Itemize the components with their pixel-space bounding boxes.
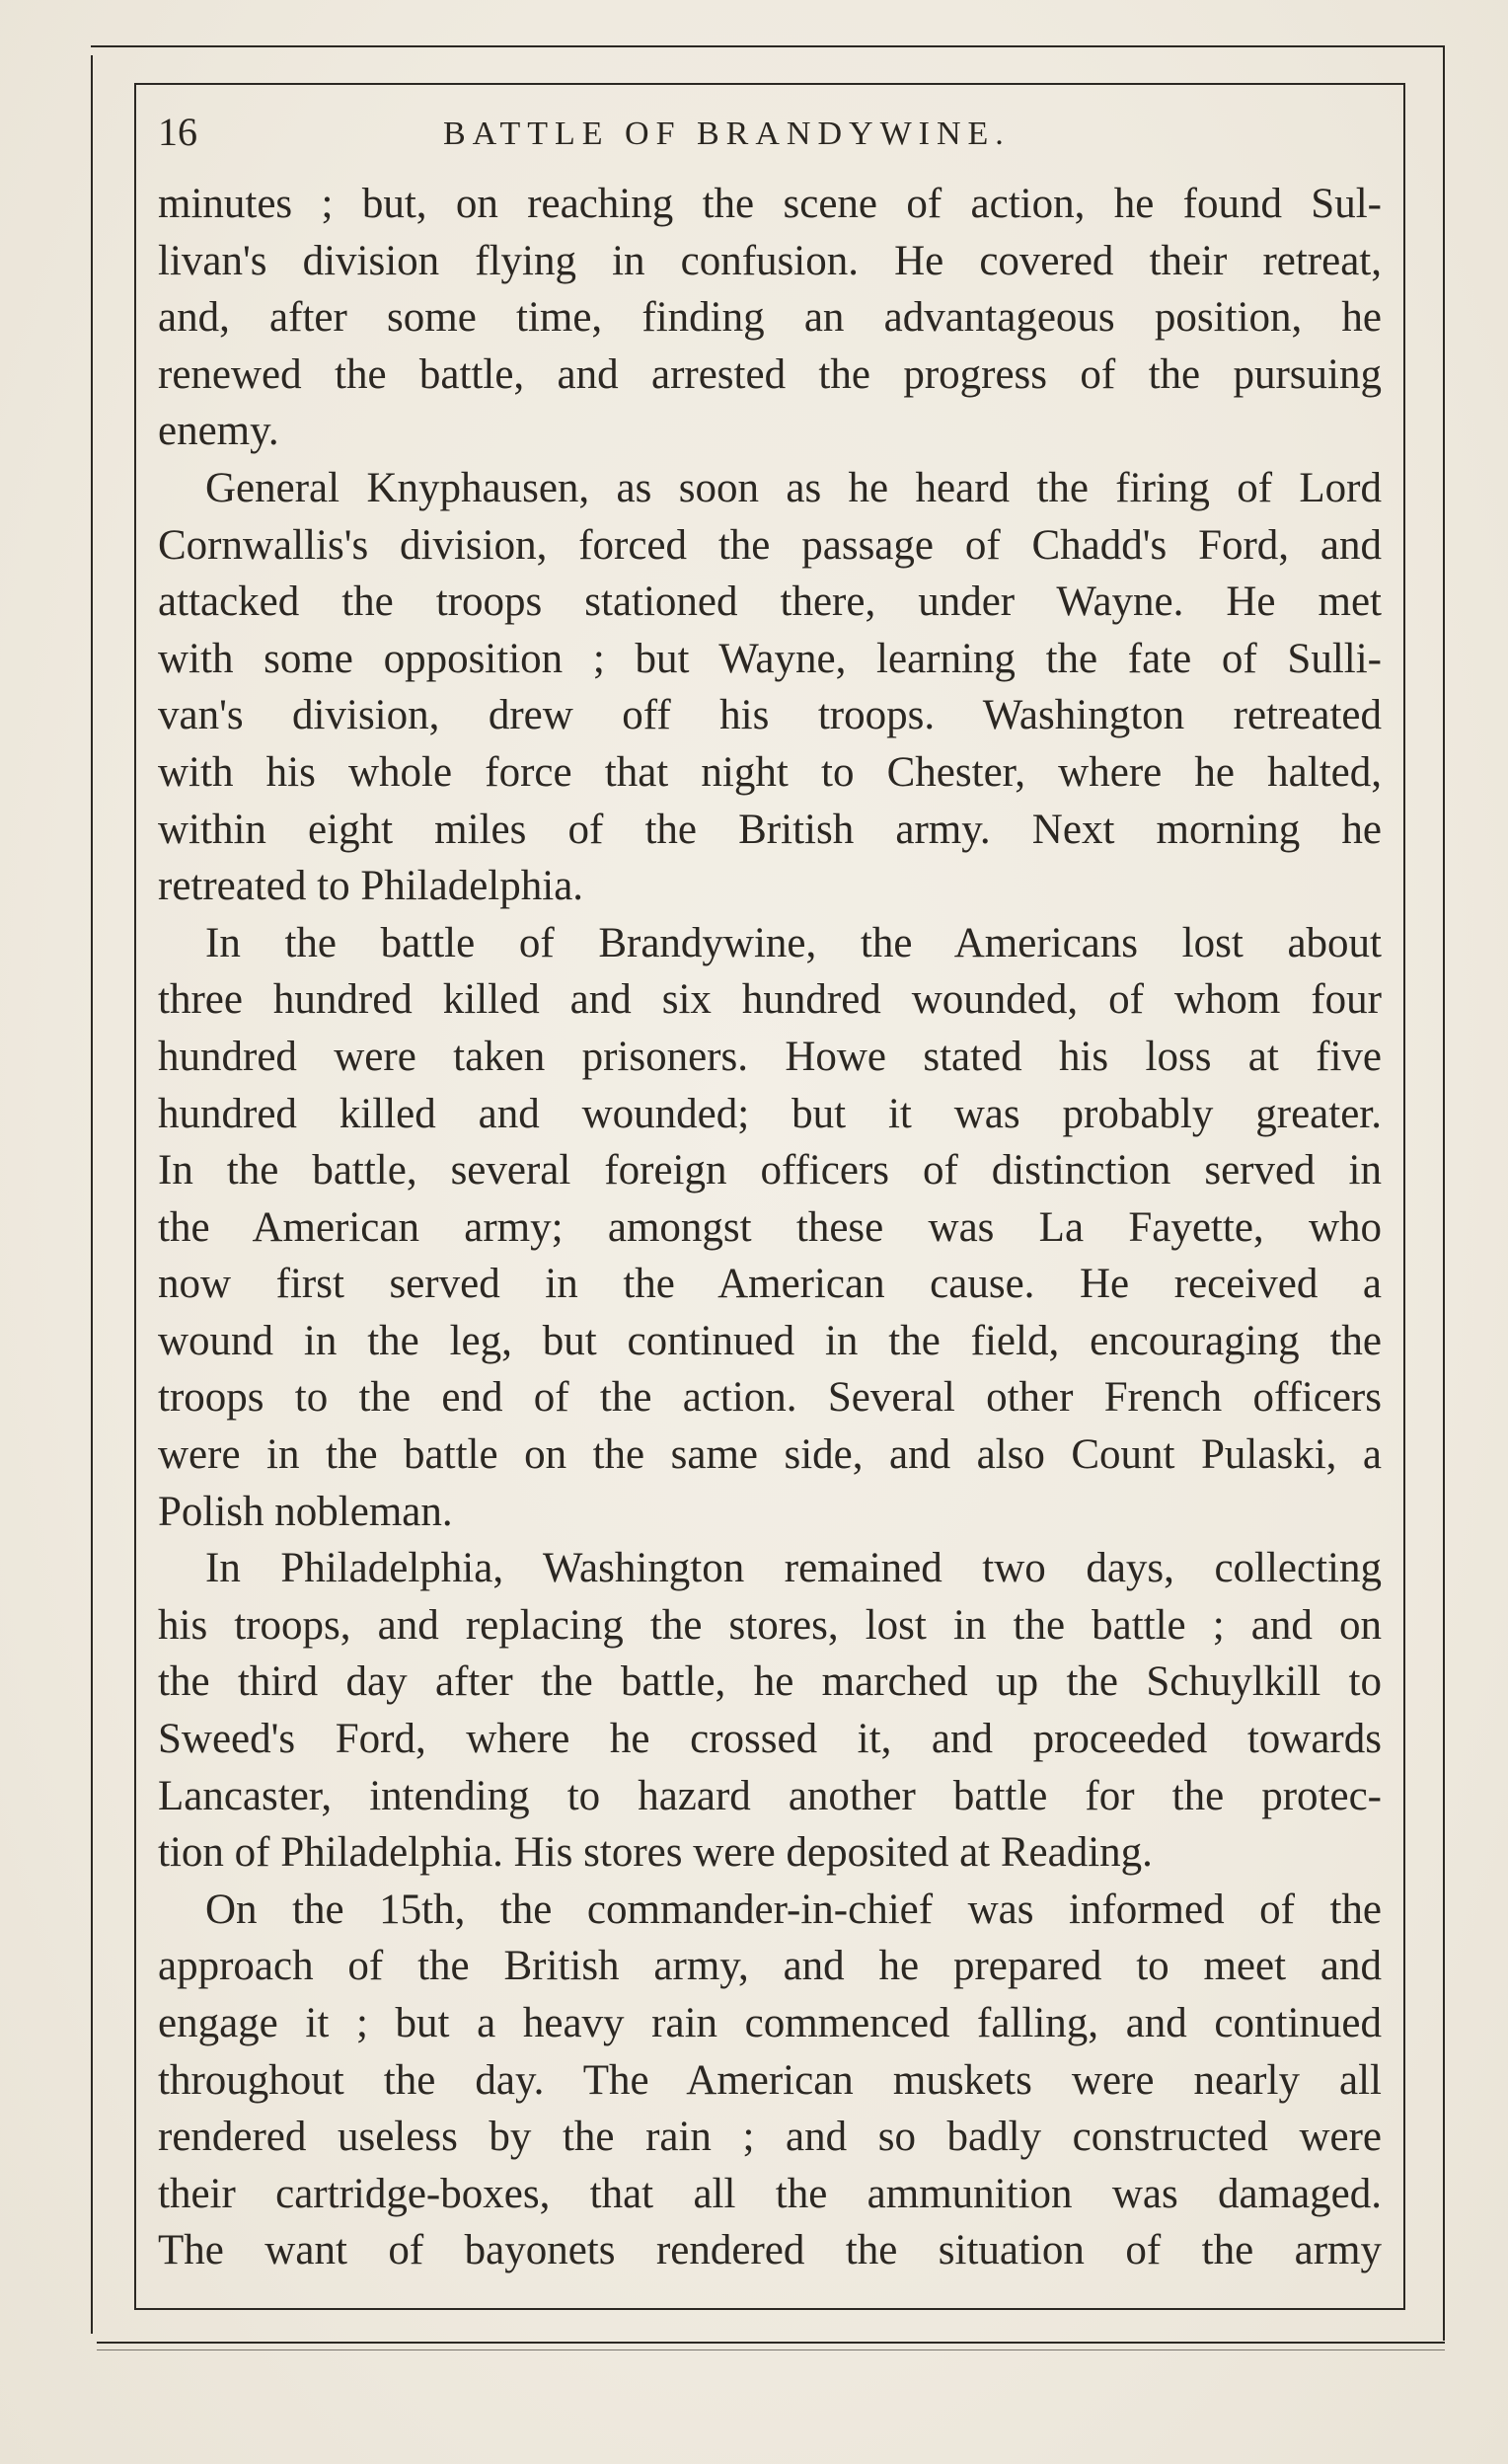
text-line: tion of Philadelphia. His stores were deposited at Reading. [158, 1829, 1153, 1877]
text-line: renewed the battle, and arrested the progress of the pursuing [158, 350, 1382, 398]
text-line: three hundred killed and six hundred wounded, of whom four [158, 976, 1382, 1024]
text-line: rendered useless by the rain ; and so badly constructed were [158, 2114, 1382, 2161]
outer-top-rule [91, 45, 1445, 47]
text-line: approach of the British army, and he prepared to meet and [158, 1943, 1382, 1990]
text-line: Cornwallis's division, forced the passage of Chadd's Ford, and [158, 521, 1382, 569]
text-line: wound in the leg, but continued in the field, encouraging the [158, 1317, 1382, 1364]
text-line: were in the battle on the same side, and also Count Pulaski, a [158, 1431, 1382, 1479]
text-line: hundred killed and wounded; but it was probably greater. [158, 1090, 1382, 1137]
text-line: and, after some time, finding an advantageous position, he [158, 294, 1382, 342]
text-line: Polish nobleman. [158, 1488, 453, 1535]
text-line: hundred were taken prisoners. Howe stated his loss at five [158, 1033, 1382, 1080]
text-line: engage it ; but a heavy rain commenced falling, and continued [158, 2000, 1382, 2046]
frame-bottom-rule [134, 2308, 1405, 2310]
text-line: retreated to Philadelphia. [158, 863, 584, 910]
text-line: the American army; amongst these was La Fayette, who [158, 1203, 1382, 1251]
text-line: minutes ; but, on reaching the scene of action, he found Sul- [158, 181, 1382, 227]
text-line: within eight miles of the British army. Next morning he [158, 806, 1382, 853]
bottom-rule-thin [97, 2349, 1445, 2350]
page-number: 16 [158, 110, 197, 154]
text-line: the third day after the battle, he marched up the Schuylkill to [158, 1658, 1382, 1706]
page-header [158, 105, 1382, 164]
text-line: livan's division flying in confusion. He covered their retreat, [158, 237, 1382, 284]
text-line: General Knyphausen, as soon as he heard the firing of Lord [205, 464, 1382, 511]
text-line: On the 15th, the commander-in-chief was informed of the [205, 1886, 1382, 1933]
text-line: In the battle, several foreign officers of distinction served in [158, 1147, 1382, 1194]
text-line: attacked the troops stationed there, under Wayne. He met [158, 578, 1382, 626]
frame-top-rule [136, 83, 1403, 85]
outer-right-rule [1443, 45, 1445, 2341]
frame-left-rule [134, 83, 136, 2310]
text-line: In Philadelphia, Washington remained two days, collecting [205, 1545, 1382, 1592]
running-title: BATTLE OF BRANDYWINE. [443, 116, 1011, 152]
text-line: van's division, drew off his troops. Washington retreated [158, 692, 1382, 739]
text-line: The want of bayonets rendered the situation of the army [158, 2227, 1382, 2274]
text-line: now first served in the American cause. He received a [158, 1261, 1382, 1308]
text-line: enemy. [158, 408, 279, 455]
text-line: with some opposition ; but Wayne, learning the fate of Sulli- [158, 635, 1382, 682]
text-line: with his whole force that night to Chester, where he halted, [158, 748, 1382, 796]
text-line: his troops, and replacing the stores, lost in the battle ; and on [158, 1601, 1382, 1649]
frame-right-rule [1403, 83, 1405, 2310]
outer-left-rule [91, 55, 93, 2334]
text-line: troops to the end of the action. Several other French officers [158, 1374, 1382, 1422]
body-text [158, 176, 1382, 2279]
text-line: Sweed's Ford, where he crossed it, and proceeded towards [158, 1716, 1382, 1763]
bottom-rule [97, 2342, 1445, 2344]
text-line: In the battle of Brandywine, the Americans lost about [205, 919, 1382, 966]
text-line: their cartridge-boxes, that all the ammunition was damaged. [158, 2170, 1382, 2217]
text-line: throughout the day. The American muskets were nearly all [158, 2056, 1382, 2104]
text-line: Lancaster, intending to hazard another battle for the protec- [158, 1772, 1382, 1819]
